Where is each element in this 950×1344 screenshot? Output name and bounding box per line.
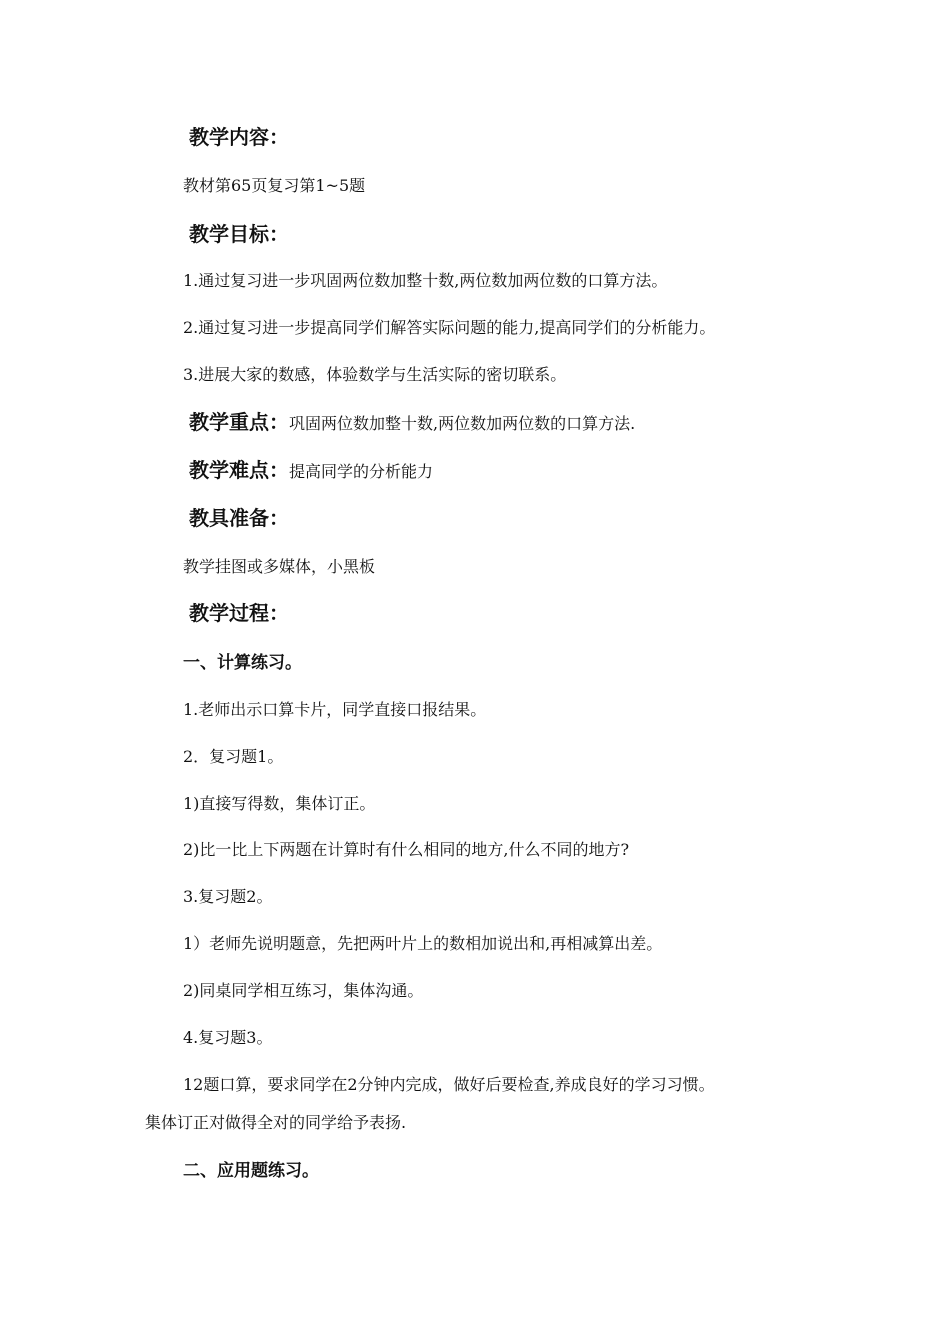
section-heading-calculation: 一、计算练习。	[183, 653, 302, 673]
process-step-2-2: 2)比一比上下两题在计算时有什么相同的地方,什么不同的地方?	[183, 840, 630, 859]
heading-teaching-goals: 教学目标：	[189, 222, 289, 246]
section-heading-application: 二、应用题练习。	[183, 1161, 319, 1181]
heading-teaching-tools: 教具准备：	[189, 506, 289, 530]
process-step-4-paragraph-line-2: 集体订正对做得全对的同学给予表扬.	[145, 1113, 407, 1132]
process-step-3: 3.复习题2。	[183, 887, 273, 906]
difficulty-row	[189, 460, 433, 480]
key-point-text: 巩固两位数加整十数,两位数加两位数的口算方法.	[289, 414, 636, 433]
process-step-1: 1.老师出示口算卡片，同学直接口报结果。	[183, 700, 487, 719]
process-step-4-paragraph-line-1: 12题口算，要求同学在2分钟内完成，做好后要检查,养成良好的学习习惯。	[183, 1075, 715, 1094]
teaching-content-text: 教材第65页复习第1~5题	[183, 176, 366, 195]
goal-item-3: 3.进展大家的数感，体验数学与生活实际的密切联系。	[183, 365, 567, 384]
process-step-4: 4.复习题3。	[183, 1028, 273, 1047]
teaching-tools-text: 教学挂图或多媒体，小黑板	[183, 557, 376, 576]
key-point-row	[189, 412, 635, 432]
heading-teaching-content: 教学内容：	[189, 125, 289, 149]
difficulty-text: 提高同学的分析能力	[289, 462, 434, 481]
goal-item-1: 1.通过复习进一步巩固两位数加整十数,两位数加两位数的口算方法。	[183, 271, 668, 290]
process-step-3-2: 2)同桌同学相互练习，集体沟通。	[183, 981, 424, 1000]
heading-teaching-process: 教学过程：	[189, 601, 289, 625]
difficulty-label: 教学难点：	[189, 458, 289, 482]
process-step-2-1: 1)直接写得数，集体订正。	[183, 794, 376, 813]
process-step-3-1: 1）老师先说明题意，先把两叶片上的数相加说出和,再相减算出差。	[183, 934, 663, 953]
key-point-label: 教学重点：	[189, 410, 289, 434]
process-step-2: 2．复习题1。	[183, 747, 284, 766]
goal-item-2: 2.通过复习进一步提高同学们解答实际问题的能力,提高同学们的分析能力。	[183, 318, 716, 337]
